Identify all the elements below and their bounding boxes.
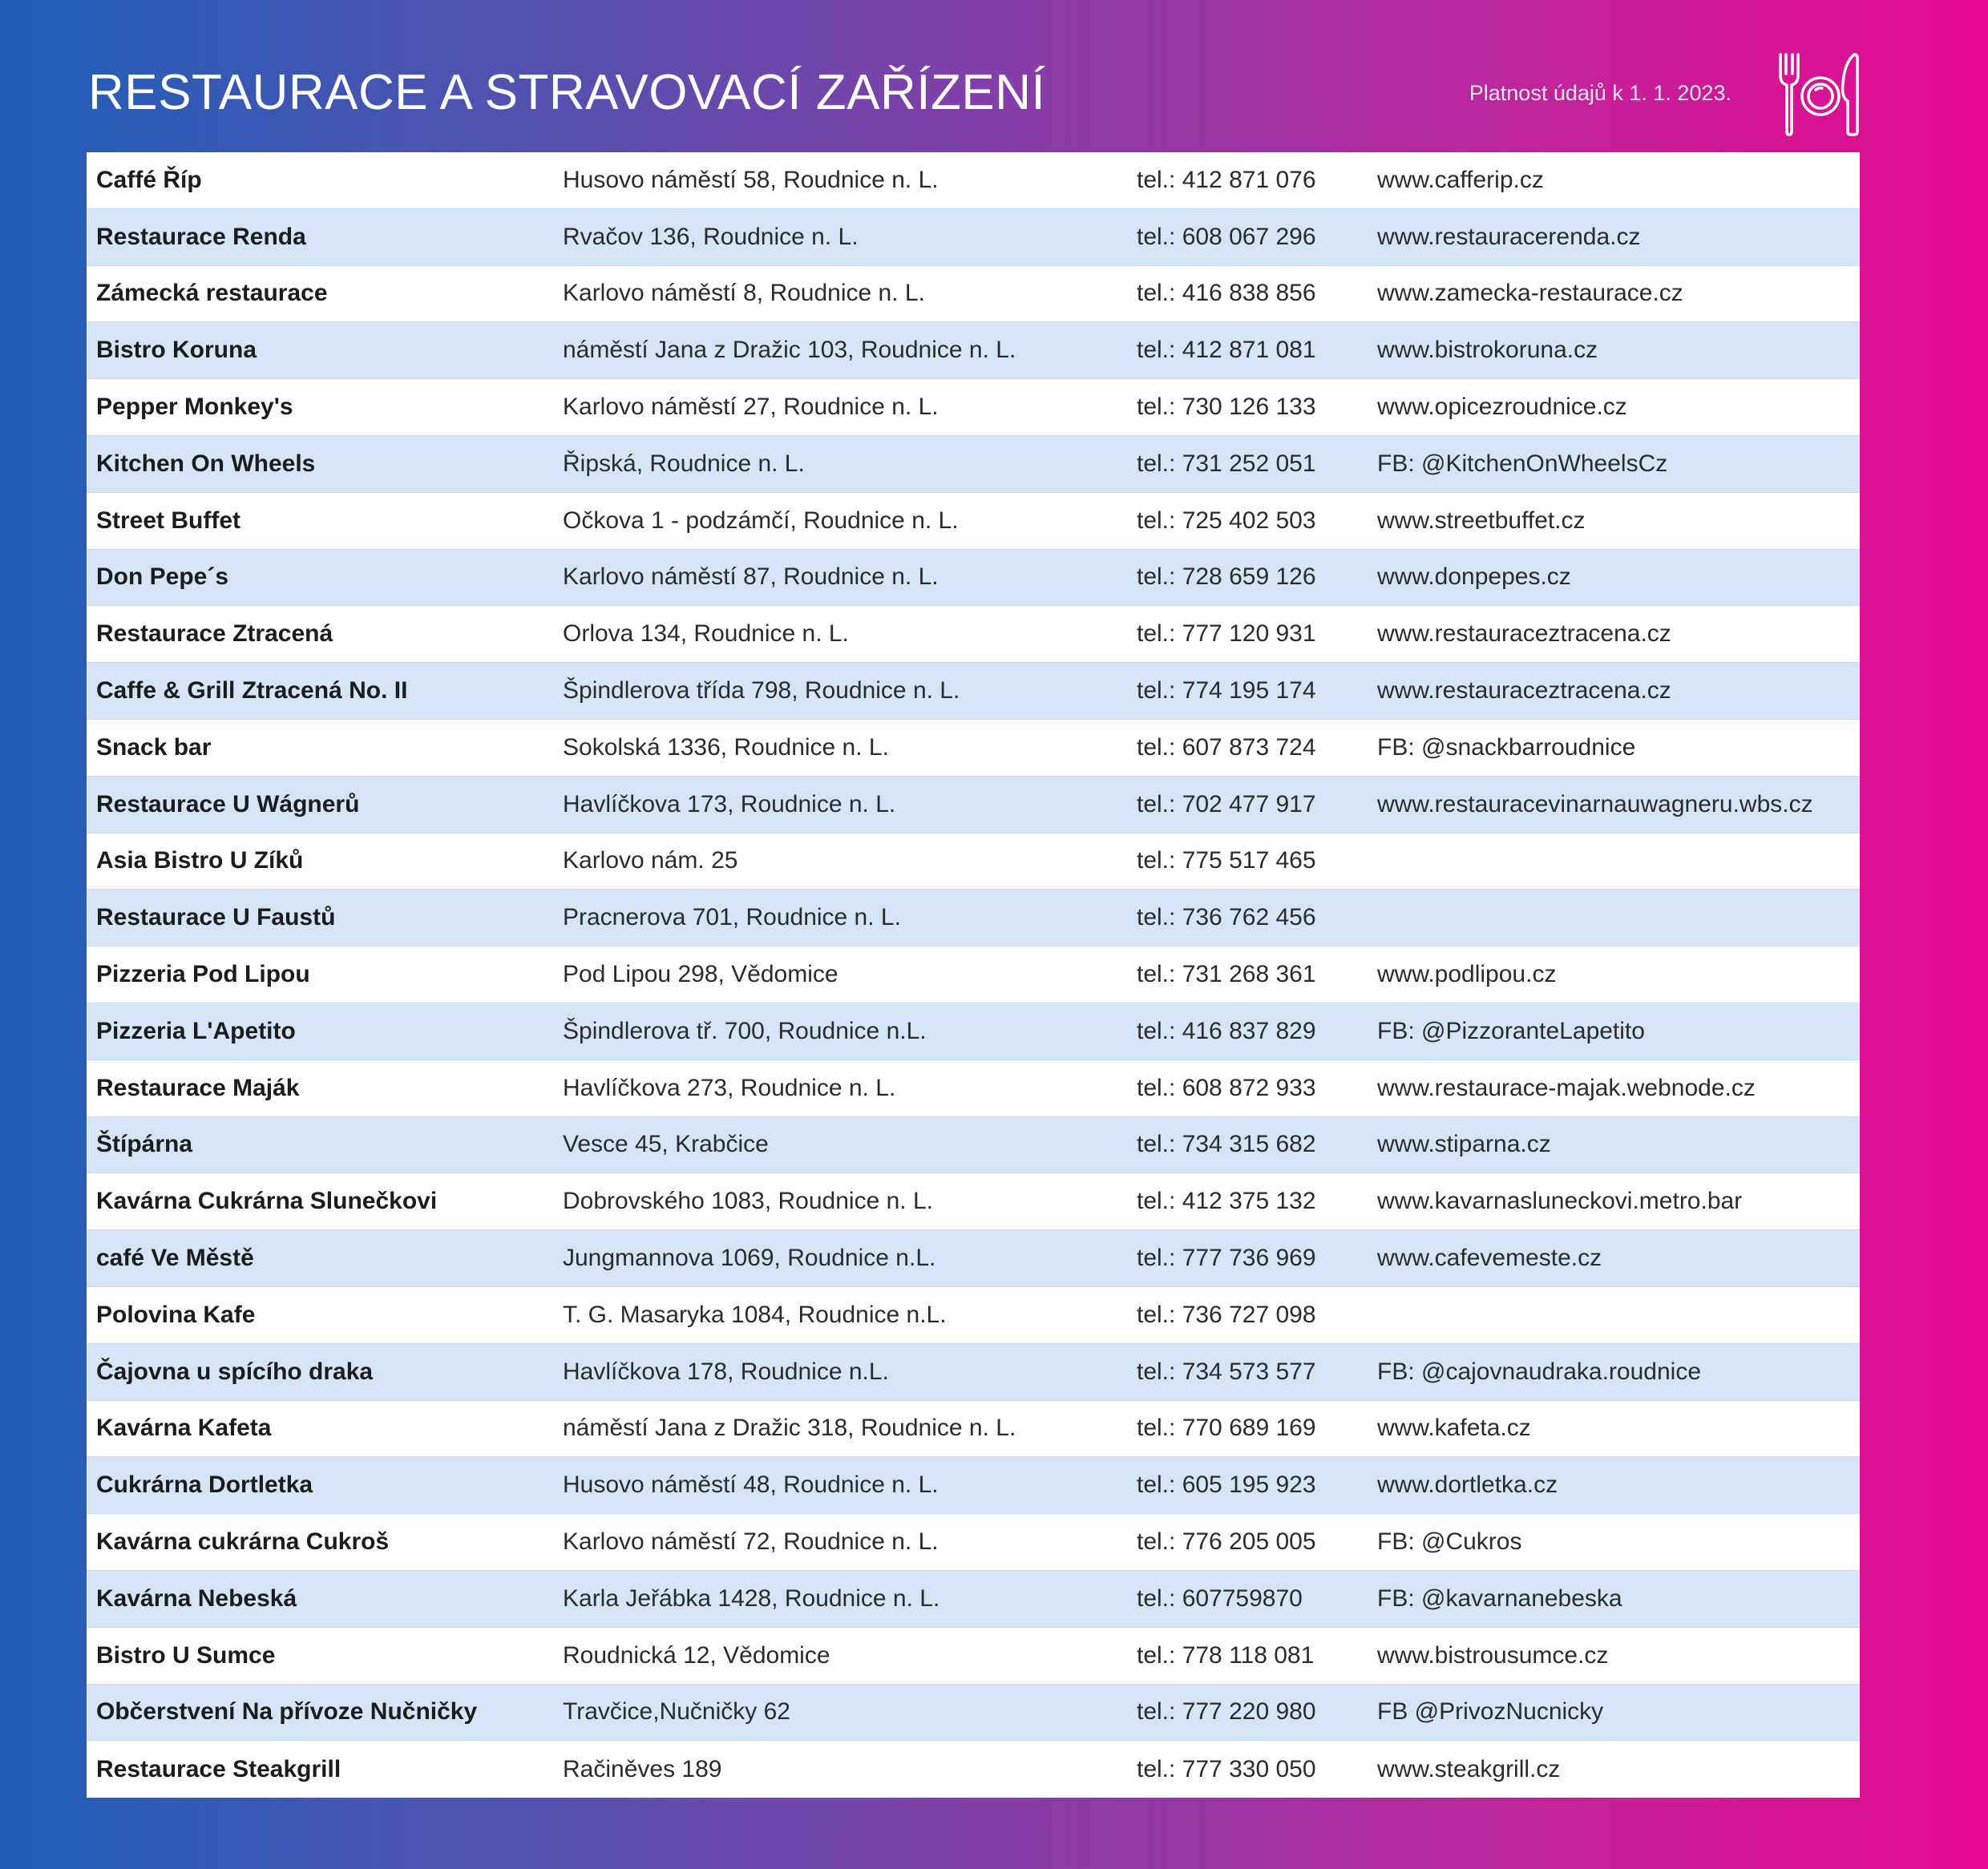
restaurant-address: Husovo náměstí 48, Roudnice n. L.	[563, 1471, 939, 1499]
table-row	[87, 550, 1860, 607]
restaurant-phone: tel.: 731 268 361	[1137, 961, 1316, 988]
table-row	[87, 209, 1860, 266]
table-row	[87, 1003, 1860, 1060]
restaurant-website[interactable]: www.kavarnasluneckovi.metro.bar	[1377, 1188, 1743, 1215]
restaurant-phone: tel.: 731 252 051	[1137, 450, 1316, 477]
restaurant-website[interactable]: FB @PrivozNucnicky	[1377, 1698, 1604, 1726]
restaurant-phone: tel.: 734 573 577	[1137, 1358, 1316, 1385]
restaurant-name: Kavárna Nebeská	[96, 1584, 297, 1612]
restaurant-website[interactable]: FB: @PizzoranteLapetito	[1377, 1017, 1645, 1044]
table-row	[87, 1514, 1860, 1571]
restaurant-address: Karlovo náměstí 27, Roudnice n. L.	[563, 394, 939, 421]
restaurant-name: Bistro U Sumce	[96, 1641, 276, 1669]
restaurant-address: náměstí Jana z Dražic 318, Roudnice n. L.	[563, 1415, 1016, 1442]
table-row	[87, 1230, 1860, 1287]
restaurant-phone: tel.: 605 195 923	[1137, 1471, 1316, 1499]
restaurant-name: Restaurace Maják	[96, 1074, 300, 1101]
restaurant-name: Caffé Říp	[96, 166, 202, 193]
restaurant-address: Karlovo nám. 25	[563, 847, 738, 874]
restaurant-phone: tel.: 774 195 174	[1137, 677, 1316, 704]
restaurant-address: Očkova 1 - podzámčí, Roudnice n. L.	[563, 507, 959, 534]
restaurant-phone: tel.: 416 838 856	[1137, 280, 1316, 307]
restaurant-address: Orlova 134, Roudnice n. L.	[563, 620, 849, 648]
restaurant-website[interactable]: www.bistrousumce.cz	[1377, 1641, 1609, 1669]
restaurant-website[interactable]: FB: @snackbarroudnice	[1377, 733, 1636, 761]
restaurant-name: Cukrárna Dortletka	[96, 1471, 313, 1499]
table-row	[87, 720, 1860, 777]
restaurant-phone: tel.: 778 118 081	[1137, 1641, 1315, 1669]
restaurant-website[interactable]: www.restauracerenda.cz	[1377, 223, 1641, 250]
restaurant-website[interactable]: FB: @Cukros	[1377, 1528, 1522, 1556]
restaurant-address: náměstí Jana z Dražic 103, Roudnice n. L.	[563, 337, 1016, 364]
restaurant-phone: tel.: 607 873 724	[1137, 733, 1316, 761]
table-row	[87, 1628, 1860, 1685]
restaurant-phone: tel.: 734 315 682	[1137, 1131, 1316, 1158]
table-row	[87, 322, 1860, 379]
restaurant-phone: tel.: 736 727 098	[1137, 1301, 1316, 1328]
restaurant-phone: tel.: 725 402 503	[1137, 507, 1316, 534]
table-row	[87, 379, 1860, 436]
restaurant-name: Zámecká restaurace	[96, 280, 328, 307]
restaurant-website[interactable]: www.restauracevinarnauwagneru.wbs.cz	[1377, 790, 1813, 817]
restaurant-name: Restaurace U Wágnerů	[96, 790, 360, 817]
restaurant-name: Restaurace Renda	[96, 223, 306, 250]
restaurant-phone: tel.: 777 120 931	[1137, 620, 1316, 648]
restaurant-address: Karla Jeřábka 1428, Roudnice n. L.	[563, 1584, 940, 1612]
restaurant-website[interactable]: www.opicezroudnice.cz	[1377, 394, 1627, 421]
restaurant-phone: tel.: 776 205 005	[1137, 1528, 1316, 1556]
restaurant-phone: tel.: 770 689 169	[1137, 1415, 1316, 1442]
validity-note: Platnost údajů k 1. 1. 2023.	[1469, 81, 1731, 105]
restaurant-name: Pepper Monkey's	[96, 394, 293, 421]
restaurant-name: Street Buffet	[96, 507, 241, 534]
table-row	[87, 493, 1860, 550]
restaurant-address: Jungmannova 1069, Roudnice n.L.	[563, 1245, 936, 1272]
table-row	[87, 266, 1860, 323]
restaurant-website[interactable]: www.podlipou.cz	[1377, 961, 1557, 988]
restaurant-name: Caffe & Grill Ztracená No. II	[96, 677, 408, 704]
table-row	[87, 890, 1860, 947]
restaurant-name: Štípárna	[96, 1131, 193, 1158]
restaurant-phone: tel.: 777 330 050	[1137, 1755, 1316, 1782]
table-row	[87, 947, 1860, 1003]
restaurant-address: Roudnická 12, Vědomice	[563, 1641, 830, 1669]
table-row	[87, 1741, 1860, 1798]
restaurant-website[interactable]: www.restaurace-majak.webnode.cz	[1377, 1074, 1756, 1101]
restaurant-address: Karlovo náměstí 87, Roudnice n. L.	[563, 563, 939, 591]
restaurant-address: T. G. Masaryka 1084, Roudnice n.L.	[563, 1301, 947, 1328]
table-row	[87, 777, 1860, 834]
restaurant-name: Kavárna Kafeta	[96, 1415, 272, 1442]
restaurant-name: Asia Bistro U Zíků	[96, 847, 304, 874]
restaurant-address: Rvačov 136, Roudnice n. L.	[563, 223, 859, 250]
table-row	[87, 606, 1860, 663]
table-row	[87, 436, 1860, 493]
restaurant-phone: tel.: 412 871 081	[1137, 337, 1316, 364]
restaurant-website[interactable]: FB: @KitchenOnWheelsCz	[1377, 450, 1668, 477]
restaurant-website[interactable]: www.dortletka.cz	[1377, 1471, 1558, 1499]
restaurant-address: Sokolská 1336, Roudnice n. L.	[563, 733, 889, 761]
restaurant-name: Občerstvení Na přívoze Nučničky	[96, 1698, 478, 1726]
restaurant-address: Karlovo náměstí 72, Roudnice n. L.	[563, 1528, 939, 1556]
restaurant-website[interactable]: www.bistrokoruna.cz	[1377, 337, 1598, 364]
restaurant-website[interactable]: FB: @cajovnaudraka.roudnice	[1377, 1358, 1702, 1385]
restaurant-website[interactable]: www.cafevemeste.cz	[1377, 1245, 1602, 1272]
restaurant-website[interactable]: www.restauraceztracena.cz	[1377, 677, 1671, 704]
restaurant-phone: tel.: 412 871 076	[1137, 166, 1316, 193]
restaurant-phone: tel.: 728 659 126	[1137, 563, 1316, 591]
restaurant-name: Pizzeria Pod Lipou	[96, 961, 310, 988]
restaurant-phone: tel.: 702 477 917	[1137, 790, 1316, 817]
restaurant-website[interactable]: www.donpepes.cz	[1377, 563, 1571, 591]
table-row	[87, 1401, 1860, 1458]
restaurant-name: Kitchen On Wheels	[96, 450, 316, 477]
restaurant-address: Špindlerova tř. 700, Roudnice n.L.	[563, 1017, 927, 1044]
table-row	[87, 1571, 1860, 1628]
table-row	[87, 1117, 1860, 1174]
restaurant-name: Kavárna cukrárna Cukroš	[96, 1528, 390, 1556]
restaurant-name: Restaurace Ztracená	[96, 620, 333, 648]
restaurant-address: Pracnerova 701, Roudnice n. L.	[563, 904, 901, 931]
restaurant-name: Kavárna Cukrárna Slunečkovi	[96, 1188, 438, 1215]
restaurant-phone: tel.: 608 067 296	[1137, 223, 1316, 250]
restaurant-phone: tel.: 412 375 132	[1137, 1188, 1316, 1215]
restaurant-phone: tel.: 608 872 933	[1137, 1074, 1316, 1101]
restaurant-website[interactable]: www.zamecka-restaurace.cz	[1377, 280, 1683, 307]
plate-fork-knife-icon	[1776, 51, 1865, 136]
restaurant-website[interactable]: www.cafferip.cz	[1377, 166, 1544, 193]
restaurant-phone: tel.: 775 517 465	[1137, 847, 1316, 874]
table-row	[87, 663, 1860, 720]
restaurant-address: Vesce 45, Krabčice	[563, 1131, 769, 1158]
restaurant-phone: tel.: 777 736 969	[1137, 1245, 1316, 1272]
restaurant-name: Snack bar	[96, 733, 212, 761]
restaurant-name: Pizzeria L'Apetito	[96, 1017, 296, 1044]
restaurant-address: Račiněves 189	[563, 1755, 722, 1782]
restaurant-address: Pod Lipou 298, Vědomice	[563, 961, 838, 988]
table-row	[87, 152, 1860, 209]
restaurant-name: Restaurace Steakgrill	[96, 1755, 341, 1782]
restaurant-website[interactable]: www.kafeta.cz	[1377, 1415, 1531, 1442]
table-row	[87, 1060, 1860, 1117]
restaurant-address: Havlíčkova 178, Roudnice n.L.	[563, 1358, 889, 1385]
restaurant-website[interactable]: www.stiparna.cz	[1377, 1131, 1551, 1158]
restaurant-address: Havlíčkova 173, Roudnice n. L.	[563, 790, 896, 817]
restaurant-website[interactable]: www.steakgrill.cz	[1377, 1755, 1561, 1782]
restaurant-address: Karlovo náměstí 8, Roudnice n. L.	[563, 280, 925, 307]
restaurant-name: Čajovna u spícího draka	[96, 1358, 374, 1385]
table-row	[87, 834, 1860, 890]
restaurant-website[interactable]: FB: @kavarnanebeska	[1377, 1584, 1622, 1612]
table-row	[87, 1173, 1860, 1230]
restaurant-phone: tel.: 777 220 980	[1137, 1698, 1316, 1726]
restaurant-phone: tel.: 607759870	[1137, 1584, 1303, 1612]
restaurant-website[interactable]: www.streetbuffet.cz	[1377, 507, 1586, 534]
restaurant-phone: tel.: 736 762 456	[1137, 904, 1316, 931]
restaurant-name: Bistro Koruna	[96, 337, 257, 364]
restaurant-address: Travčice,Nučničky 62	[563, 1698, 790, 1726]
restaurant-name: Don Pepe´s	[96, 563, 229, 591]
restaurant-name: café Ve Městě	[96, 1245, 254, 1272]
restaurant-address: Husovo náměstí 58, Roudnice n. L.	[563, 166, 939, 193]
restaurant-name: Restaurace U Faustů	[96, 904, 336, 931]
restaurant-address: Dobrovského 1083, Roudnice n. L.	[563, 1188, 933, 1215]
restaurant-website[interactable]: www.restauraceztracena.cz	[1377, 620, 1671, 648]
table-row	[87, 1344, 1860, 1401]
restaurant-address: Řipská, Roudnice n. L.	[563, 450, 805, 477]
table-row	[87, 1287, 1860, 1344]
restaurant-table	[87, 152, 1860, 1798]
page-title: RESTAURACE A STRAVOVACÍ ZAŘÍZENÍ	[88, 65, 1046, 120]
restaurant-phone: tel.: 416 837 829	[1137, 1017, 1316, 1044]
table-row	[87, 1457, 1860, 1514]
restaurant-address: Špindlerova třída 798, Roudnice n. L.	[563, 677, 960, 704]
restaurant-name: Polovina Kafe	[96, 1301, 256, 1328]
restaurant-address: Havlíčkova 273, Roudnice n. L.	[563, 1074, 896, 1101]
table-row	[87, 1685, 1860, 1742]
restaurant-phone: tel.: 730 126 133	[1137, 394, 1316, 421]
